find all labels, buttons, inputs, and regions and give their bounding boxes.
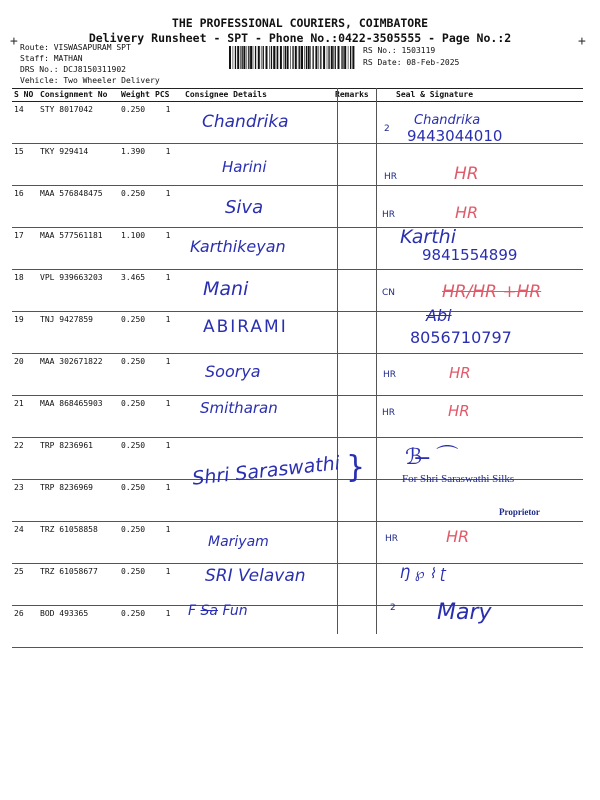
- barcode-bar: [233, 46, 234, 69]
- cell-weight: 0.250: [119, 312, 153, 354]
- barcode-bar: [348, 46, 349, 69]
- hw-red-initials: HR: [455, 203, 479, 222]
- barcode-bar: [235, 46, 236, 69]
- cell-sno: 25: [12, 564, 38, 606]
- col-signature: Seal & Signature: [372, 89, 583, 102]
- barcode-bar: [290, 46, 291, 69]
- barcode-bar: [327, 46, 328, 69]
- cell-pcs: 1: [153, 270, 183, 312]
- cell-sno: 26: [12, 606, 38, 648]
- cell-remarks: [333, 606, 372, 648]
- registration-mark-icon: +: [578, 34, 586, 49]
- hw-phone: 8056710797: [410, 328, 512, 347]
- cell-signature: [372, 480, 583, 522]
- barcode-bar: [237, 46, 239, 69]
- cell-sno: 21: [12, 396, 38, 438]
- cell-pcs: 1: [153, 312, 183, 354]
- hw-consignee: ABIRAMI: [203, 317, 288, 337]
- cell-consignment: TNJ 9427859: [38, 312, 119, 354]
- barcode-bar: [352, 46, 354, 69]
- barcode-bar: [341, 46, 342, 69]
- cell-pcs: 1: [153, 186, 183, 228]
- barcode-bar: [338, 46, 340, 69]
- cell-pcs: 1: [153, 228, 183, 270]
- cell-weight: 0.250: [119, 522, 153, 564]
- barcode-bar: [333, 46, 334, 69]
- hw-phone: 9841554899: [422, 246, 518, 264]
- hw-mark: 2: [384, 124, 390, 134]
- rs-date: RS Date: 08-Feb-2025: [363, 58, 460, 67]
- cell-weight: 1.390: [119, 144, 153, 186]
- table-row: [12, 354, 583, 396]
- hw-consignee: Smitharan: [200, 399, 278, 417]
- barcode-bar: [248, 46, 249, 69]
- hw-consignee: Chandrika: [202, 112, 289, 132]
- barcode-bar: [255, 46, 256, 69]
- barcode-bar: [306, 46, 307, 69]
- col-consignee: Consignee Details: [183, 89, 333, 102]
- cell-consignment: TRZ 61058858: [38, 522, 119, 564]
- cell-remarks: [333, 480, 372, 522]
- cell-consignment: STY 8017042: [38, 102, 119, 144]
- hw-consignee: Mani: [203, 278, 249, 300]
- barcode-bar: [304, 46, 305, 69]
- barcode-bar: [331, 46, 333, 69]
- cell-consignment: MAA 302671822: [38, 354, 119, 396]
- cell-consignment: VPL 939663203: [38, 270, 119, 312]
- cell-weight: 0.250: [119, 438, 153, 480]
- cell-weight: 1.100: [119, 228, 153, 270]
- remarks-divider: [337, 88, 338, 634]
- barcode-bar: [240, 46, 241, 69]
- staff-label: Staff: MATHAN: [20, 54, 83, 63]
- barcode-bar: [342, 46, 343, 69]
- cell-remarks: [333, 102, 372, 144]
- hw-consignee: Siva: [225, 197, 264, 218]
- barcode-bar: [287, 46, 289, 69]
- hw-consignee-struck: F Sa Fun: [188, 603, 248, 619]
- cell-consignment: BOD 493365: [38, 606, 119, 648]
- barcode-bar: [301, 46, 303, 69]
- barcode-bar: [229, 46, 231, 69]
- company-title: THE PROFESSIONAL COURIERS, COIMBATORE: [171, 16, 429, 30]
- hw-mark: 2: [390, 603, 396, 613]
- hw-red-initials: HR/HR +HR: [442, 282, 542, 302]
- barcode-bar: [299, 46, 300, 69]
- hw-initials: HR: [382, 210, 396, 220]
- hw-signature-scribble: Ŋ ℘ ⌇ ʈ: [400, 566, 446, 582]
- hw-consignee: Harini: [222, 158, 267, 176]
- barcode-bar: [258, 46, 260, 69]
- hw-initials: HR: [384, 172, 398, 182]
- cell-signature: [372, 522, 583, 564]
- hw-red-initials: HR: [449, 364, 471, 382]
- barcode-bar: [315, 46, 317, 69]
- stamp-title: Proprietor: [499, 507, 540, 517]
- drs-label: DRS No.: DCJ8150311902: [20, 65, 126, 74]
- barcode-bar: [266, 46, 268, 69]
- hw-consignee: Mariyam: [208, 534, 269, 550]
- cell-weight: 3.465: [119, 270, 153, 312]
- cell-weight: 0.250: [119, 564, 153, 606]
- cell-sno: 19: [12, 312, 38, 354]
- cell-signature: [372, 396, 583, 438]
- barcode-bar: [269, 46, 270, 69]
- hw-initials: HR: [385, 534, 399, 544]
- hw-signature: Chandrika: [414, 113, 481, 128]
- hw-signature: Karthi: [400, 226, 457, 248]
- cell-remarks: [333, 312, 372, 354]
- cell-weight: 0.250: [119, 480, 153, 522]
- hw-consignee: Shri Saraswathi: [191, 452, 341, 490]
- vehicle-label: Vehicle: Two Wheeler Delivery: [20, 76, 160, 85]
- cell-pcs: 1: [153, 396, 183, 438]
- cell-pcs: 1: [153, 564, 183, 606]
- cell-consignment: TKY 929414: [38, 144, 119, 186]
- table-row: [12, 480, 583, 522]
- table-row: [12, 186, 583, 228]
- cell-sno: 18: [12, 270, 38, 312]
- hw-consignee: Soorya: [205, 362, 261, 381]
- cell-pcs: 1: [153, 102, 183, 144]
- cell-consignment: TRZ 61058677: [38, 564, 119, 606]
- cell-sno: 20: [12, 354, 38, 396]
- cell-sno: 16: [12, 186, 38, 228]
- table-row: [12, 144, 583, 186]
- cell-consignment: MAA 577561181: [38, 228, 119, 270]
- barcode-bar: [344, 46, 346, 69]
- table-row: [12, 522, 583, 564]
- barcode-bar: [284, 46, 285, 69]
- cell-remarks: [333, 354, 372, 396]
- col-pcs: PCS: [153, 89, 183, 102]
- barcode-bar: [308, 46, 310, 69]
- cell-sno: 23: [12, 480, 38, 522]
- hw-initials: HR: [382, 408, 396, 418]
- barcode-bar: [247, 46, 248, 69]
- barcode-bar: [243, 46, 245, 69]
- hw-brace: }: [346, 450, 366, 485]
- col-sno: S NO: [12, 89, 38, 102]
- barcode-bar: [261, 46, 262, 69]
- cell-sno: 24: [12, 522, 38, 564]
- rs-number: RS No.: 1503119: [363, 46, 436, 55]
- cell-weight: 0.250: [119, 396, 153, 438]
- cell-remarks: [333, 144, 372, 186]
- barcode-bar: [323, 46, 325, 69]
- hw-signature: Mary: [437, 600, 492, 625]
- barcode-bar: [277, 46, 278, 69]
- cell-sno: 14: [12, 102, 38, 144]
- barcode-bar: [350, 46, 351, 69]
- cell-pcs: 1: [153, 522, 183, 564]
- cell-sno: 15: [12, 144, 38, 186]
- barcode-bar: [298, 46, 299, 69]
- cell-pcs: 1: [153, 438, 183, 480]
- hw-signature-scribble: ℬ ̶ ⌒: [405, 445, 459, 470]
- hw-phone: 9443044010: [407, 127, 503, 145]
- barcode-bar: [276, 46, 277, 69]
- stamp-company: For Shri Saraswathi Silks: [402, 473, 515, 485]
- cell-remarks: [333, 522, 372, 564]
- hw-red-initials: HR: [448, 402, 470, 420]
- hw-initials: HR: [383, 370, 397, 380]
- runsheet-table: [12, 88, 583, 648]
- cell-weight: 0.250: [119, 186, 153, 228]
- cell-remarks: [333, 270, 372, 312]
- cell-sno: 17: [12, 228, 38, 270]
- cell-remarks: [333, 396, 372, 438]
- hw-consignee: SRI Velavan: [205, 566, 306, 586]
- barcode-bar: [271, 46, 272, 69]
- barcode-bar: [313, 46, 314, 69]
- hw-signature: Abi: [426, 306, 452, 325]
- cell-remarks: [333, 228, 372, 270]
- barcode-bar: [285, 46, 286, 69]
- barcode-bar: [273, 46, 275, 69]
- cell-remarks: [333, 186, 372, 228]
- route-label: Route: VISWASAPURAM SPT: [20, 43, 131, 52]
- cell-consignment: TRP 8236969: [38, 480, 119, 522]
- barcode-bar: [292, 46, 293, 69]
- hw-consignee: Karthikeyan: [190, 237, 286, 256]
- cell-consignment: MAA 868465903: [38, 396, 119, 438]
- col-weight: Weight: [119, 89, 153, 102]
- cell-pcs: 1: [153, 480, 183, 522]
- cell-consignment: MAA 576848475: [38, 186, 119, 228]
- barcode-bar: [250, 46, 252, 69]
- col-consignment: Consignment No: [38, 89, 119, 102]
- barcode-bar: [263, 46, 264, 69]
- table-row: [12, 396, 583, 438]
- barcode-bar: [295, 46, 297, 69]
- barcode-bar: [335, 46, 336, 69]
- hw-initials: CN: [382, 288, 396, 298]
- registration-mark-icon: +: [10, 34, 18, 49]
- table-row: [12, 606, 583, 648]
- hw-red-initials: HR: [446, 527, 470, 546]
- barcode-bar: [328, 46, 329, 69]
- table-header-row: [12, 89, 583, 102]
- signature-divider: [376, 88, 377, 634]
- cell-pcs: 1: [153, 606, 183, 648]
- barcode-bar: [280, 46, 282, 69]
- cell-remarks: [333, 564, 372, 606]
- barcode-bar: [310, 46, 311, 69]
- cell-signature: [372, 354, 583, 396]
- runsheet-subtitle: Delivery Runsheet - SPT - Phone No.:0422-3505555 - Page No.:2: [88, 31, 512, 45]
- barcode-bar: [242, 46, 243, 69]
- cell-weight: 0.250: [119, 102, 153, 144]
- barcode-bar: [319, 46, 320, 69]
- cell-weight: 0.250: [119, 354, 153, 396]
- col-remarks: Remarks: [333, 89, 372, 102]
- hw-red-initials: HR: [454, 164, 479, 184]
- cell-sno: 22: [12, 438, 38, 480]
- cell-weight: 0.250: [119, 606, 153, 648]
- barcode-bar: [320, 46, 321, 69]
- barcode-bar: [253, 46, 254, 69]
- cell-consignment: TRP 8236961: [38, 438, 119, 480]
- cell-pcs: 1: [153, 144, 183, 186]
- barcode: [229, 46, 357, 69]
- cell-pcs: 1: [153, 354, 183, 396]
